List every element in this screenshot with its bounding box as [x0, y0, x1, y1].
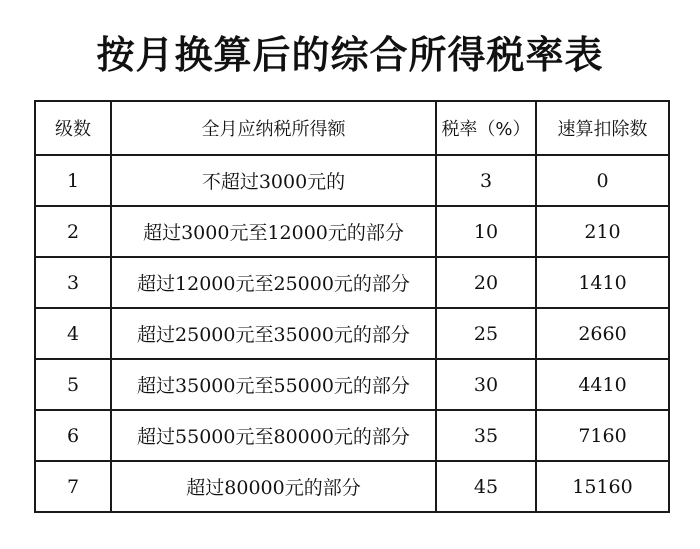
cell-rate: 3 — [436, 155, 536, 206]
cell-rate: 35 — [436, 410, 536, 461]
cell-deduction: 7160 — [536, 410, 669, 461]
cell-deduction: 1410 — [536, 257, 669, 308]
cell-range: 超过12000元至25000元的部分 — [111, 257, 436, 308]
cell-range: 超过80000元的部分 — [111, 461, 436, 512]
table-title: 按月换算后的综合所得税率表 — [96, 33, 604, 77]
cell-rate: 45 — [436, 461, 536, 512]
table-row — [35, 257, 669, 308]
cell-level: 1 — [35, 155, 111, 206]
cell-range: 超过55000元至80000元的部分 — [111, 410, 436, 461]
table-row — [35, 206, 669, 257]
cell-range: 超过35000元至55000元的部分 — [111, 359, 436, 410]
tax-rate-table — [34, 100, 670, 513]
cell-range: 不超过3000元的 — [111, 155, 436, 206]
cell-level: 5 — [35, 359, 111, 410]
table-row — [35, 410, 669, 461]
table-row — [35, 359, 669, 410]
cell-level: 2 — [35, 206, 111, 257]
cell-range: 超过25000元至35000元的部分 — [111, 308, 436, 359]
header-row — [35, 101, 669, 155]
header-taxable-income: 全月应纳税所得额 — [111, 101, 436, 155]
table-row — [35, 461, 669, 512]
cell-deduction: 210 — [536, 206, 669, 257]
cell-deduction: 15160 — [536, 461, 669, 512]
cell-level: 4 — [35, 308, 111, 359]
cell-deduction: 0 — [536, 155, 669, 206]
header-level: 级数 — [35, 101, 111, 155]
cell-level: 6 — [35, 410, 111, 461]
cell-deduction: 4410 — [536, 359, 669, 410]
cell-deduction: 2660 — [536, 308, 669, 359]
table-row — [35, 155, 669, 206]
cell-rate: 25 — [436, 308, 536, 359]
cell-level: 3 — [35, 257, 111, 308]
cell-rate: 30 — [436, 359, 536, 410]
cell-range: 超过3000元至12000元的部分 — [111, 206, 436, 257]
header-quick-deduction: 速算扣除数 — [536, 101, 669, 155]
table-row — [35, 308, 669, 359]
cell-rate: 20 — [436, 257, 536, 308]
cell-level: 7 — [35, 461, 111, 512]
header-tax-rate: 税率（%） — [436, 101, 536, 155]
cell-rate: 10 — [436, 206, 536, 257]
